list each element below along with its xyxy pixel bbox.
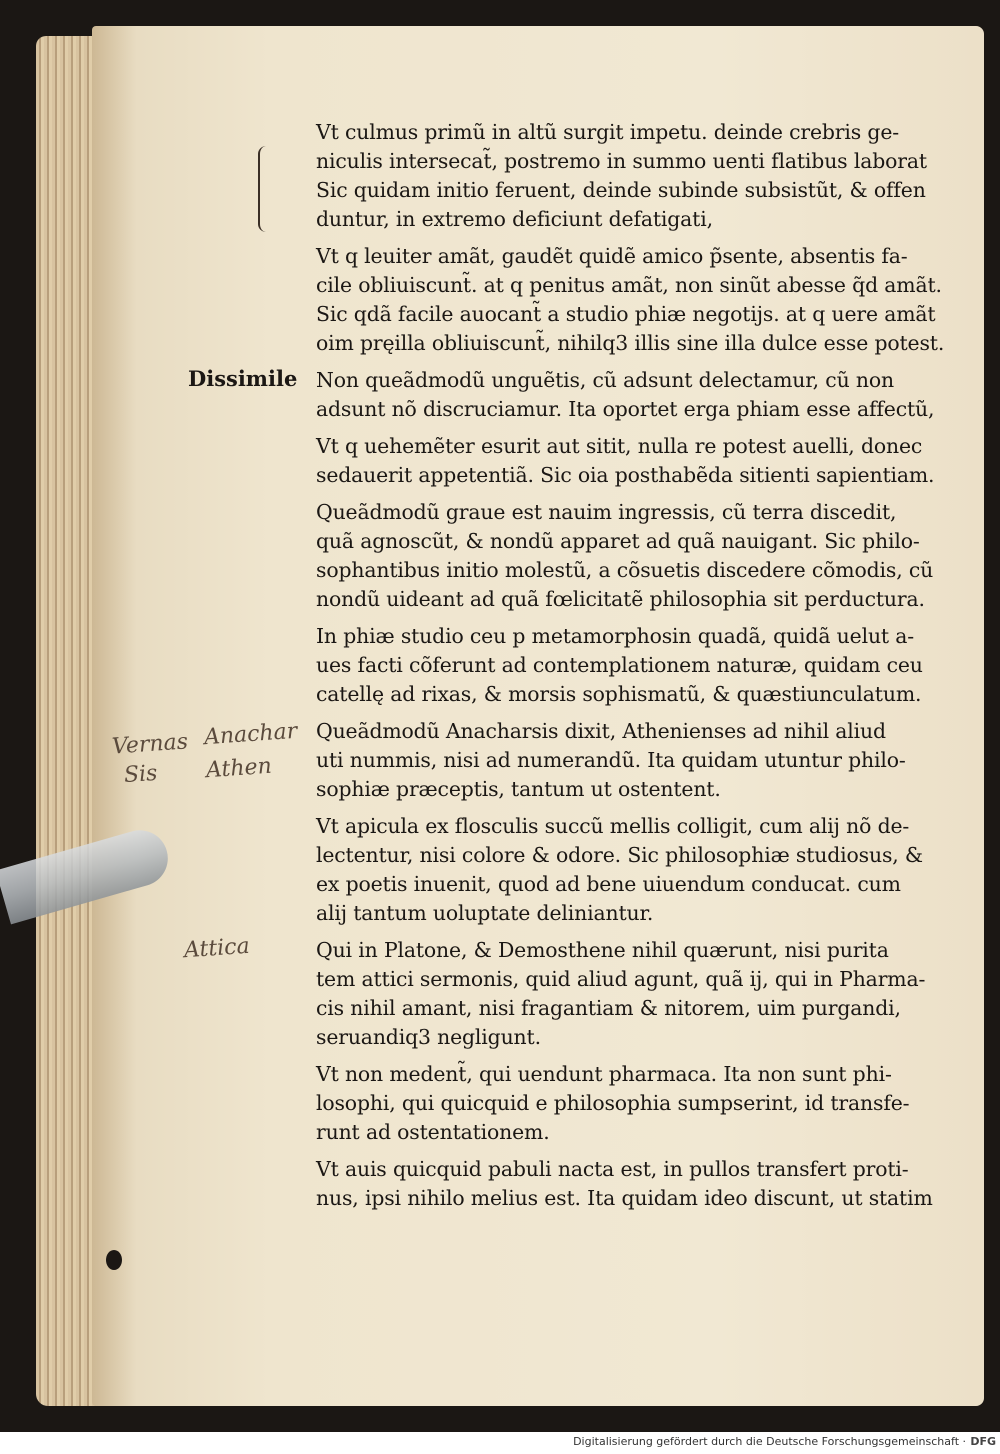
text-line: uti nummis, nisi ad numerandũ. Ita quidam utuntur philo- [316, 748, 906, 772]
text-line: Sic quidam initio feruent, deinde subinde subsistũt, & offen [316, 178, 926, 202]
text-line: Vt apicula ex flosculis succũ mellis colligit, cum alij nõ de- [316, 814, 910, 838]
text-line: sophantibus initio molestũ, a cõsuetis discedere cõmodis, cũ [316, 558, 934, 582]
paragraph-gap [316, 234, 928, 242]
side-heading: Dissimile [188, 366, 298, 391]
text-line: seruandiq3 negligunt. [316, 1025, 541, 1049]
text-line: sophiæ præceptis, tantum ut ostentent. [316, 777, 721, 801]
paragraph-gap [316, 709, 928, 717]
text-line: lectentur, nisi colore & odore. Sic philosophiæ studiosus, & [316, 843, 923, 867]
text-line: Sic qdã facile auocant̃ a studio phiæ negotijs. at q uere amãt [316, 302, 936, 326]
text-line: ues facti cõferunt ad contemplationem naturæ, quidam ceu [316, 653, 923, 677]
marginal-note: Anachar [203, 718, 299, 751]
paragraph-gap [316, 804, 928, 812]
text-line: Vt non medent̃, qui uendunt pharmaca. Ita non sunt phi- [316, 1062, 892, 1086]
funding-credit: Digitalisierung gefördert durch die Deutsche Forschungsgemeinschaft · [573, 1435, 966, 1448]
paragraph-gap [316, 928, 928, 936]
paragraph-gap [316, 424, 928, 432]
text-line: duntur, in extremo deficiunt defatigati, [316, 207, 713, 231]
text-line: nus, ipsi nihilo melius est. Ita quidam ideo discunt, ut statim [316, 1186, 933, 1210]
text-line: losophi, qui quicquid e philosophia sumpserint, id transfe- [316, 1091, 910, 1115]
text-line: adsunt nõ discruciamur. Ita oportet erga phiam esse affectũ, [316, 397, 935, 421]
text-line: nondũ uideant ad quã fœlicitatẽ philosophia sit perductura. [316, 587, 925, 611]
text-line: tem attici sermonis, quid aliud agunt, quã ij, qui in Pharma- [316, 967, 926, 991]
footer-bar [0, 1432, 1000, 1454]
text-line: catellę ad rixas, & morsis sophismatũ, & quæstiunculatum. [316, 682, 922, 706]
marginal-note: Attica [183, 933, 251, 964]
text-line: cis nihil amant, nisi fragantiam & nitorem, uim purgandi, [316, 996, 901, 1020]
marginal-note: Athen [205, 753, 273, 784]
paragraph-gap [316, 1147, 928, 1155]
text-line: Vt culmus primũ in altũ surgit impetu. deinde crebris ge- [316, 120, 899, 144]
text-line: Queãdmodũ Anacharsis dixit, Athenienses ad nihil aliud [316, 719, 886, 743]
text-line: quã agnoscũt, & nondũ apparet ad quã nauigant. Sic philo- [316, 529, 920, 553]
paragraph-gap [316, 1052, 928, 1060]
body-text [316, 118, 945, 1213]
text-line: Queãdmodũ graue est nauim ingressis, cũ terra discedit, [316, 500, 897, 524]
text-line: In phiæ studio ceu p metamorphosin quadã, quidã uelut a- [316, 624, 915, 648]
text-line: ex poetis inuenit, quod ad bene uiuendum conducat. cum [316, 872, 901, 896]
text-line: Vt q uehemẽter esurit aut sitit, nulla re potest auelli, donec [316, 434, 923, 458]
text-line: alij tantum uoluptate deliniantur. [316, 901, 654, 925]
marginal-note: Vernas [111, 729, 189, 760]
text-line: Vt q leuiter amãt, gaudẽt quidẽ amico p̃sente, absentis fa- [316, 244, 908, 268]
marginal-brace [258, 146, 274, 232]
ink-dot [106, 1250, 122, 1270]
text-line: Vt auis quicquid pabuli nacta est, in pullos transfert proti- [316, 1157, 909, 1181]
text-line: oim pręilla obliuiscunt̃, nihilq3 illis sine illa dulce esse potest. [316, 331, 945, 355]
text-line: Qui in Platone, & Demosthene nihil quærunt, nisi purita [316, 938, 889, 962]
paragraph-gap [316, 614, 928, 622]
paragraph-gap [316, 490, 928, 498]
dfg-logo: DFG [970, 1435, 996, 1448]
paragraph-gap [316, 358, 928, 366]
text-line: cile obliuiscunt̃. at q penitus amãt, non sinũt abesse q̃d amãt. [316, 273, 942, 297]
text-line: sedauerit appetentiã. Sic oia posthabẽda sitienti sapientiam. [316, 463, 935, 487]
marginal-note: Sis [123, 760, 159, 789]
text-line: niculis intersecat̃, postremo in summo uenti flatibus laborat [316, 149, 927, 173]
text-line: Non queãdmodũ unguẽtis, cũ adsunt delectamur, cũ non [316, 368, 894, 392]
text-line: runt ad ostentationem. [316, 1120, 550, 1144]
